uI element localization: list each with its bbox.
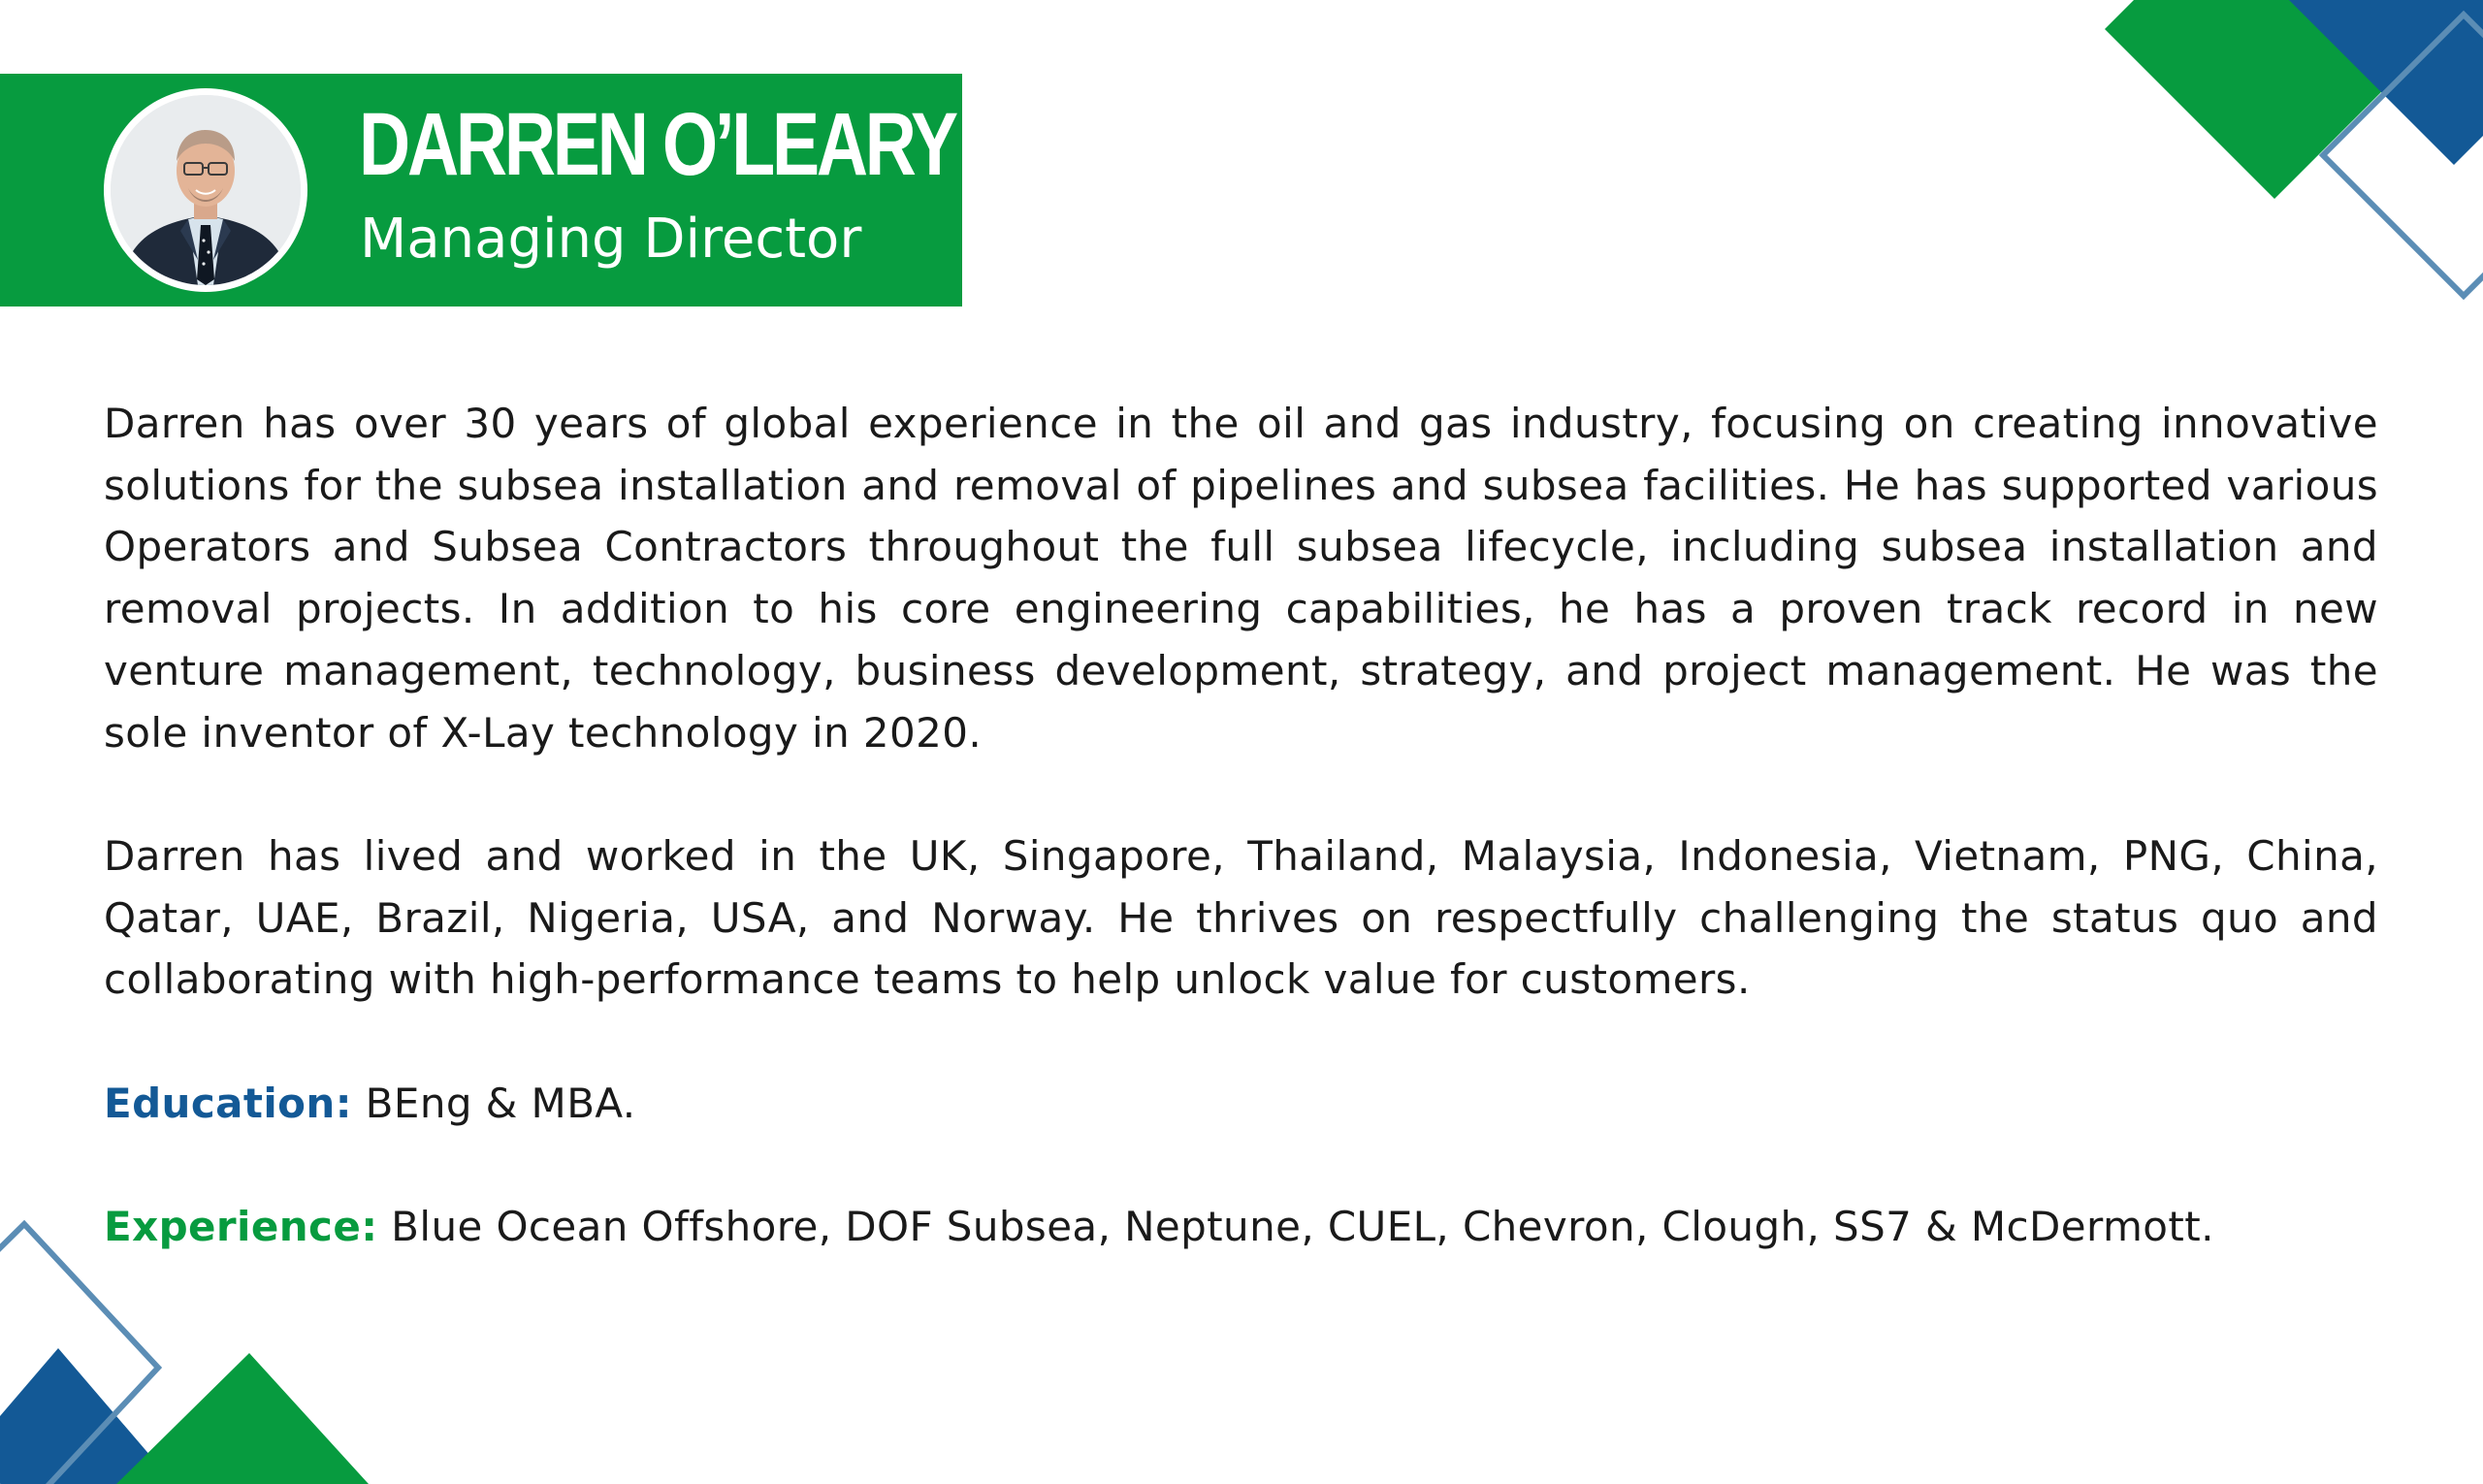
job-title: Managing Director (360, 208, 862, 271)
bio-section (104, 393, 2378, 1319)
experience-line (104, 1196, 2378, 1258)
avatar (104, 88, 307, 292)
experience-value: Blue Ocean Offshore, DOF Subsea, Neptune, CUEL, Chevron, Clough, SS7 & McDermott. (377, 1203, 2214, 1251)
education-value: BEng & MBA. (351, 1079, 636, 1127)
person-portrait-icon (111, 95, 301, 285)
bio-paragraph-2: Darren has lived and worked in the UK, Singapore, Thailand, Malaysia, Indonesia, Vietnam, PNG, China, Qatar, UAE, Brazil, Nigeria, USA, and Norway. He thrives on respectfully challenging the status quo and collaborating with high-performance teams to help unlock value for customers. (104, 831, 2378, 1004)
education-label: Education: (104, 1079, 352, 1127)
experience-label: Experience: (104, 1203, 378, 1251)
top-right-blue-diamond (2260, 0, 2483, 165)
bottom-left-green-diamond (116, 1353, 369, 1484)
education-line (104, 1073, 2378, 1135)
bio-paragraph-1: Darren has over 30 years of global experience in the oil and gas industry, focusing on creating innovative solutions for the subsea installation and removal of pipelines and subsea facilities. He has supported various Operators and Subsea Contractors throughout the full subsea lifecycle, including subsea installation and removal projects. In addition to his core engineering capabilities, he has a proven track record in new venture management, technology, business development, strategy, and project management. He was the sole inventor of X-Lay technology in 2020. (104, 400, 2378, 757)
bottom-left-blue-diamond (0, 1348, 175, 1484)
person-name: DARREN O’LEARY (359, 95, 955, 194)
avatar-photo (111, 95, 301, 285)
top-right-outline-diamond (2323, 15, 2483, 296)
top-right-green-diamond (2105, 0, 2444, 199)
top-right-decoration (2105, 0, 2483, 296)
